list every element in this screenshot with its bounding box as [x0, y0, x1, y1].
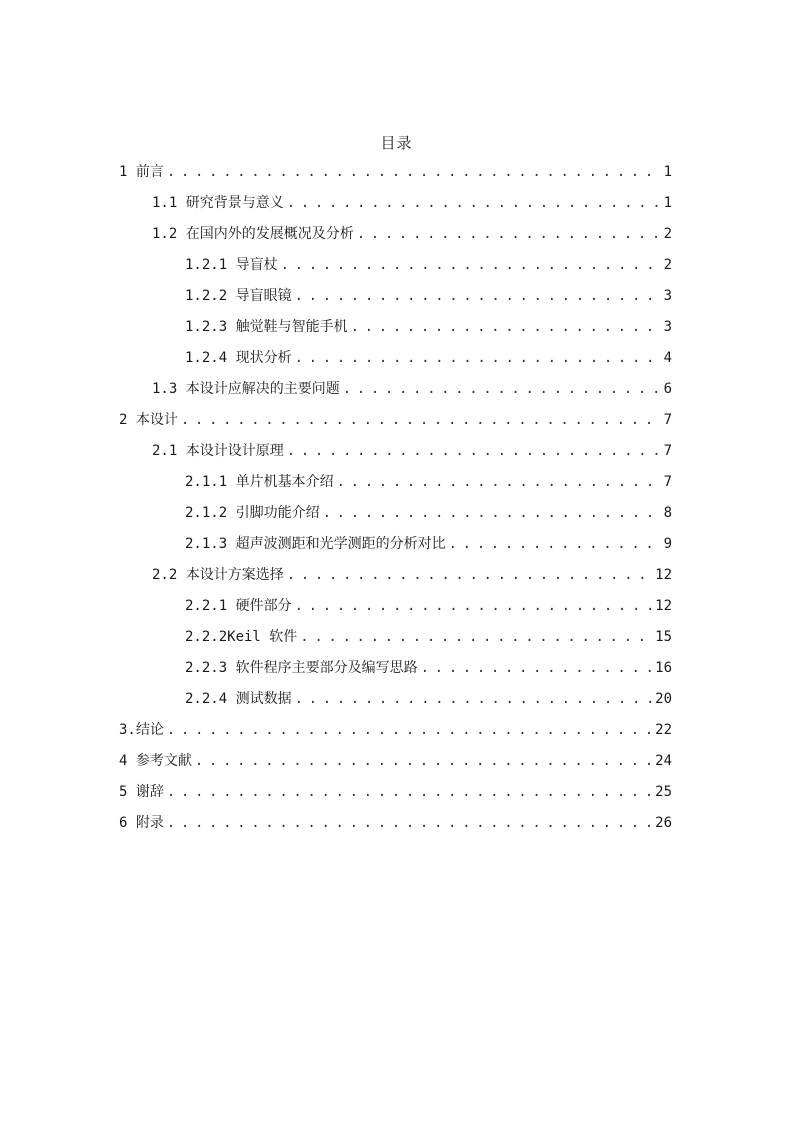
- toc-entry[interactable]: [119, 283, 672, 314]
- toc-entry-label: 2.2.3 软件程序主要部分及编写思路: [185, 660, 418, 676]
- toc-entry-page: 7: [663, 443, 672, 459]
- toc-entry-page: 1: [663, 195, 672, 211]
- toc-entry[interactable]: [119, 345, 672, 376]
- toc-leader-dots: [287, 438, 661, 464]
- toc-entry-page: 2: [663, 257, 672, 273]
- toc-entry-page: 16: [655, 660, 672, 676]
- toc-leader-dots: [167, 717, 652, 743]
- toc-entry-page: 1: [663, 164, 672, 180]
- toc-entry[interactable]: [119, 221, 672, 252]
- toc-leader-dots: [167, 159, 661, 185]
- toc-entry-page: 24: [655, 753, 672, 769]
- toc-entry[interactable]: [119, 562, 672, 593]
- toc-entry-label: 1.3 本设计应解决的主要问题: [152, 381, 340, 397]
- toc-entry[interactable]: [119, 190, 672, 221]
- toc-entry[interactable]: [119, 717, 672, 748]
- toc-leader-dots: [295, 283, 661, 309]
- toc-leader-dots: [167, 810, 652, 836]
- toc-entry-label: 2.2.4 测试数据: [185, 691, 292, 707]
- toc-entry[interactable]: [119, 748, 672, 779]
- toc-entry-page: 7: [663, 474, 672, 490]
- toc-entry-label: 2.1.2 引脚功能介绍: [185, 505, 320, 521]
- toc-entry-label: 1.2.3 触觉鞋与智能手机: [185, 319, 348, 335]
- toc-leader-dots: [351, 314, 661, 340]
- toc-leader-dots: [295, 345, 661, 371]
- toc-leader-dots: [195, 748, 652, 774]
- toc-entry-label: 4 参考文献: [119, 753, 192, 769]
- toc-entry-page: 26: [655, 815, 672, 831]
- toc-entry-page: 25: [655, 784, 672, 800]
- toc-entry-page: 9: [663, 536, 672, 552]
- toc-entry[interactable]: [119, 531, 672, 562]
- toc-leader-dots: [357, 221, 661, 247]
- toc-entry-label: 1.1 研究背景与意义: [152, 195, 284, 211]
- toc-entry-page: 12: [655, 567, 672, 583]
- toc-entry-label: 2.1 本设计设计原理: [152, 443, 284, 459]
- toc-entry[interactable]: [119, 779, 672, 810]
- toc-entry-page: 15: [655, 629, 672, 645]
- toc-entry-label: 2.1.3 超声波测距和光学测距的分析对比: [185, 536, 446, 552]
- toc-entry-label: 1.2 在国内外的发展概况及分析: [152, 226, 354, 242]
- toc-leader-dots: [337, 469, 661, 495]
- toc-entry[interactable]: [119, 376, 672, 407]
- toc-entry-label: 6 附录: [119, 815, 164, 831]
- toc-entry-label: 2.2.1 硬件部分: [185, 598, 292, 614]
- toc-entry-label: 2 本设计: [119, 412, 178, 428]
- toc-entry[interactable]: [119, 469, 672, 500]
- toc-entry-page: 20: [655, 691, 672, 707]
- toc-entry-label: 1.2.1 导盲杖: [185, 257, 278, 273]
- toc-entry[interactable]: [119, 407, 672, 438]
- toc-entry[interactable]: [119, 686, 672, 717]
- toc-entry-label: 1.2.4 现状分析: [185, 350, 292, 366]
- toc-entry[interactable]: [119, 655, 672, 686]
- toc-leader-dots: [295, 593, 653, 619]
- toc-entry-page: 6: [663, 381, 672, 397]
- toc-entry[interactable]: [119, 438, 672, 469]
- toc-entry-label: 2.2 本设计方案选择: [152, 567, 284, 583]
- toc-entry[interactable]: [119, 159, 672, 190]
- toc-leader-dots: [287, 562, 652, 588]
- toc-entry[interactable]: [119, 810, 672, 841]
- table-of-contents: [119, 159, 672, 841]
- toc-entry[interactable]: [119, 500, 672, 531]
- toc-entry-label: 3.结论: [119, 722, 164, 738]
- toc-entry[interactable]: [119, 252, 672, 283]
- toc-leader-dots: [449, 531, 661, 557]
- toc-entry-page: 3: [663, 319, 672, 335]
- toc-entry[interactable]: [119, 593, 672, 624]
- toc-leader-dots: [323, 500, 661, 526]
- toc-entry[interactable]: [119, 314, 672, 345]
- toc-leader-dots: [343, 376, 661, 402]
- toc-entry-label: 1.2.2 导盲眼镜: [185, 288, 292, 304]
- toc-leader-dots: [167, 779, 652, 805]
- toc-entry-label: 5 谢辞: [119, 784, 164, 800]
- toc-leader-dots: [300, 624, 652, 650]
- toc-title: 目录: [380, 134, 413, 152]
- toc-entry-page: 2: [663, 226, 672, 242]
- toc-entry-page: 8: [663, 505, 672, 521]
- toc-entry-label: 2.1.1 单片机基本介绍: [185, 474, 334, 490]
- toc-entry-page: 22: [655, 722, 672, 738]
- toc-leader-dots: [421, 655, 653, 681]
- toc-entry[interactable]: [119, 624, 672, 655]
- toc-entry-page: 3: [663, 288, 672, 304]
- toc-entry-page: 4: [663, 350, 672, 366]
- toc-entry-page: 12: [655, 598, 672, 614]
- toc-entry-page: 7: [663, 412, 672, 428]
- toc-entry-label: 1 前言: [119, 164, 164, 180]
- toc-leader-dots: [287, 190, 661, 216]
- toc-leader-dots: [181, 407, 661, 433]
- toc-leader-dots: [281, 252, 661, 278]
- toc-leader-dots: [295, 686, 653, 712]
- toc-entry-label: 2.2.2Keil 软件: [185, 629, 298, 645]
